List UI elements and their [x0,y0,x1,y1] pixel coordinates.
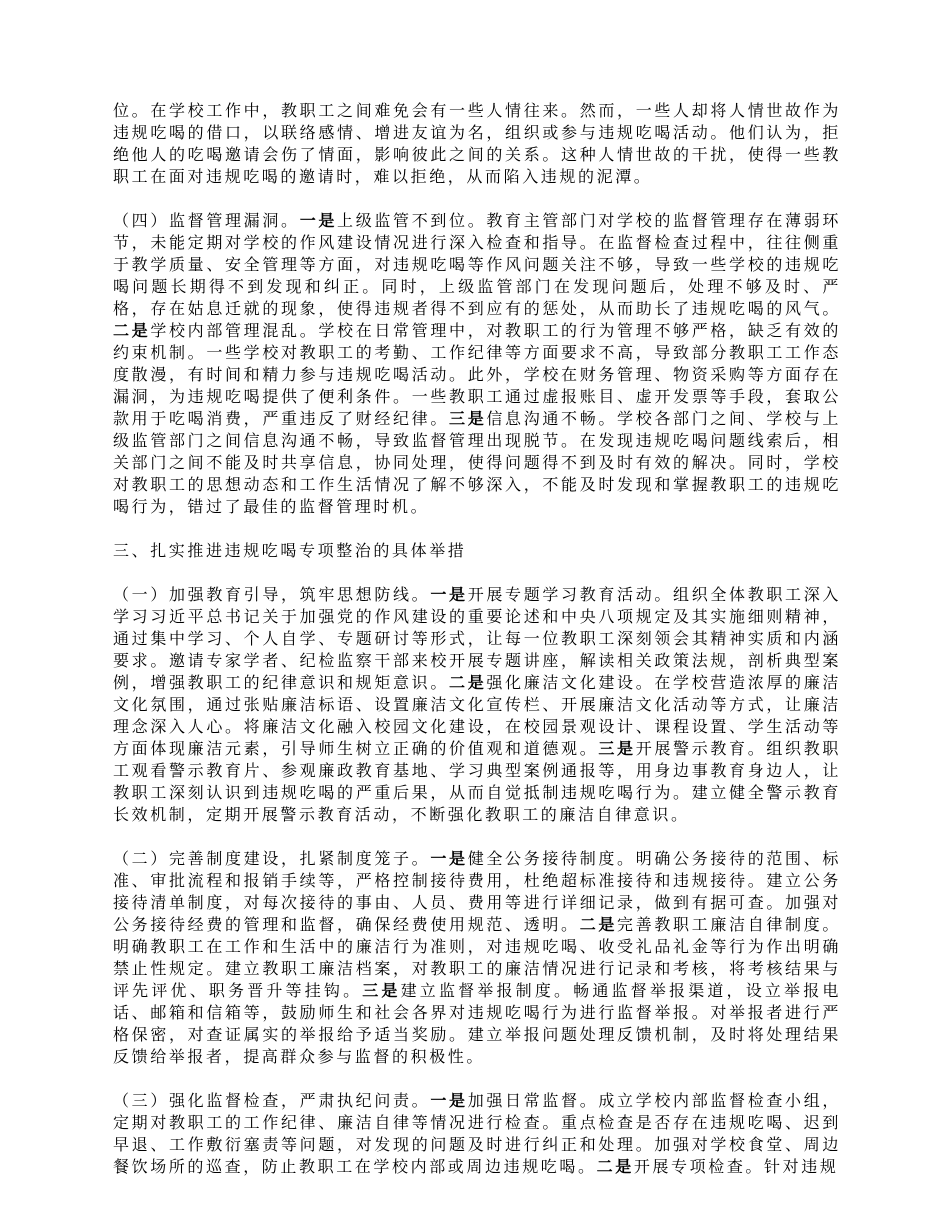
text-run: 强化廉洁文化建设。在学校营造浓厚的廉洁文化氛围，通过张贴廉洁标语、设置廉洁文化宣传栏、开展廉洁文化活动等方式，让廉洁理念深入人心。将廉洁文化融入校园文化建设，在校园景观设计、课程设置、学生活动等方面体现廉洁元素，引导师生树立正确的价值观和道德观。 [113,675,841,758]
emphasis-run: 二是 [579,917,618,934]
emphasis-run: 二是 [449,675,487,692]
text-run: （二）完善制度建设，扎紧制度笼子。 [113,851,431,868]
text-run: 位。在学校工作中，教职工之间难免会有一些人情往来。然而，一些人却将人情世故作为违规吃喝的借口，以联络感情、增进友谊为名，组织或参与违规吃喝活动。他们认为，拒绝他人的吃喝邀请会伤了情面，影响彼此之间的关系。这种人情世故的干扰，使得一些教职工在面对违规吃喝的邀请时，难以拒绝，从而陷入违规的泥潭。 [113,103,841,186]
text-run: （一）加强教育引导，筑牢思想防线。 [113,587,431,604]
text-run: 开展警示教育。组织教职工观看警示教育片、参观廉政教育基地、学习典型案例通报等，用身边事教育身边人，让教职工深刻认识到违规吃喝的严重后果，从而自觉抵制违规吃喝行为。建立健全警示教育长效机制，定期开展警示教育活动，不断强化教职工的廉洁自律意识。 [113,741,841,824]
heading-section-3 [113,541,841,563]
text-run: 学校内部管理混乱。学校在日常管理中，对教职工的行为管理不够严格，缺乏有效的约束机制。一些学校对教职工的考勤、工作纪律等方面要求不高，导致部分教职工工作态度散漫，有时间和精力参与违规吃喝活动。此外，学校在财务管理、物资采购等方面存在漏洞，为违规吃喝提供了便利条件。一些教职工通过虚报账目、虚开发票等手段，套取公款用于吃喝消费，严重违反了财经纪律。 [113,323,842,428]
emphasis-run: 三是 [362,983,401,1000]
text-run: 建立监督举报制度。畅通监督举报渠道，设立举报电话、邮箱和信箱等，鼓励师生和社会各界对违规吃喝行为进行监督举报。对举报者进行严格保密，对查证属实的举报给予适当奖励。建立举报问题处理反馈机制，及时将处理结果反馈给举报者，提高群众参与监督的积极性。 [113,983,841,1066]
text-run: 开展专项检查。针对违规 [633,1159,839,1176]
paragraph-measure-1 [113,585,841,827]
emphasis-run: 二是 [113,323,151,340]
emphasis-run: 一是 [430,587,468,604]
paragraph-measure-2 [113,849,841,1069]
paragraph-section-2-4 [113,211,841,519]
text-run: （三）强化监督检查，严肃执纪问责。 [113,1093,431,1110]
text-run: 开展专题学习教育活动。组织全体教职工深入学习习近平总书记关于加强党的作风建设的重要论述和中央八项规定及其实施细则精神，通过集中学习、个人自学、专题研讨等形式，让每一位教职工深刻领会其精神实质和内涵要求。邀请专家学者、纪检监察干部来校开展专题讲座，解读相关政策法规，剖析典型案例，增强教职工的纪律意识和规矩意识。 [113,587,841,692]
text-run: 加强日常监督。成立学校内部监督检查小组，定期对教职工的工作纪律、廉洁自律等情况进行检查。重点检查是否存在违规吃喝、迟到早退、工作敷衍塞责等问题，对发现的问题及时进行纠正和处理。加强对学校食堂、周边餐饮场所的巡查，防止教职工在学校内部或周边违规吃喝。 [113,1093,841,1176]
text-run: （四）监督管理漏洞。 [113,213,300,230]
text-run: 三、扎实推进违规吃喝专项整治的具体举措 [113,543,467,560]
emphasis-run: 三是 [598,741,636,758]
emphasis-run: 一是 [299,213,338,230]
text-run: 健全公务接待制度。明确公务接待的范围、标准、审批流程和报销手续等，严格控制接待费用，杜绝超标准接待和违规接待。建立公务接待清单制度，对每次接待的事由、人员、费用等进行详细记录，做到有据可查。加强对公务接待经费的管理和监督，确保经费使用规范、透明。 [113,851,841,934]
emphasis-run: 二是 [596,1159,634,1176]
document-body [113,101,841,1179]
emphasis-run: 三是 [449,411,487,428]
text-run: 完善教职工廉洁自律制度。明确教职工在工作和生活中的廉洁行为准则，对违规吃喝、收受礼品礼金等行为作出明确禁止性规定。建立教职工廉洁档案，对教职工的廉洁情况进行记录和考核，将考核结果与评先评优、职务晋升等挂钩。 [113,917,841,1000]
paragraph-measure-3 [113,1091,841,1179]
emphasis-run: 一是 [430,851,468,868]
emphasis-run: 一是 [430,1093,468,1110]
text-run: 信息沟通不畅。学校各部门之间、学校与上级监管部门之间信息沟通不畅，导致监督管理出现脱节。在发现违规吃喝问题线索后，相关部门之间不能及时共享信息，协同处理，使得问题得不到及时有效的解决。同时，学校对教职工的思想动态和工作生活情况了解不够深入，不能及时发现和掌握教职工的违规吃喝行为，错过了最佳的监督管理时机。 [113,411,841,516]
paragraph-continuation [113,101,841,189]
text-run: 上级监管不到位。教育主管部门对学校的监督管理存在薄弱环节，未能定期对学校的作风建设情况进行深入检查和指导。在监督检查过程中，往往侧重于教学质量、安全管理等方面，对违规吃喝等作风问题关注不够，导致一些学校的违规吃喝问题长期得不到发现和纠正。同时，上级监管部门在发现问题后，处理不够及时、严格，存在姑息迁就的现象，使得违规者得不到应有的惩处，从而助长了违规吃喝的风气。 [113,213,841,318]
